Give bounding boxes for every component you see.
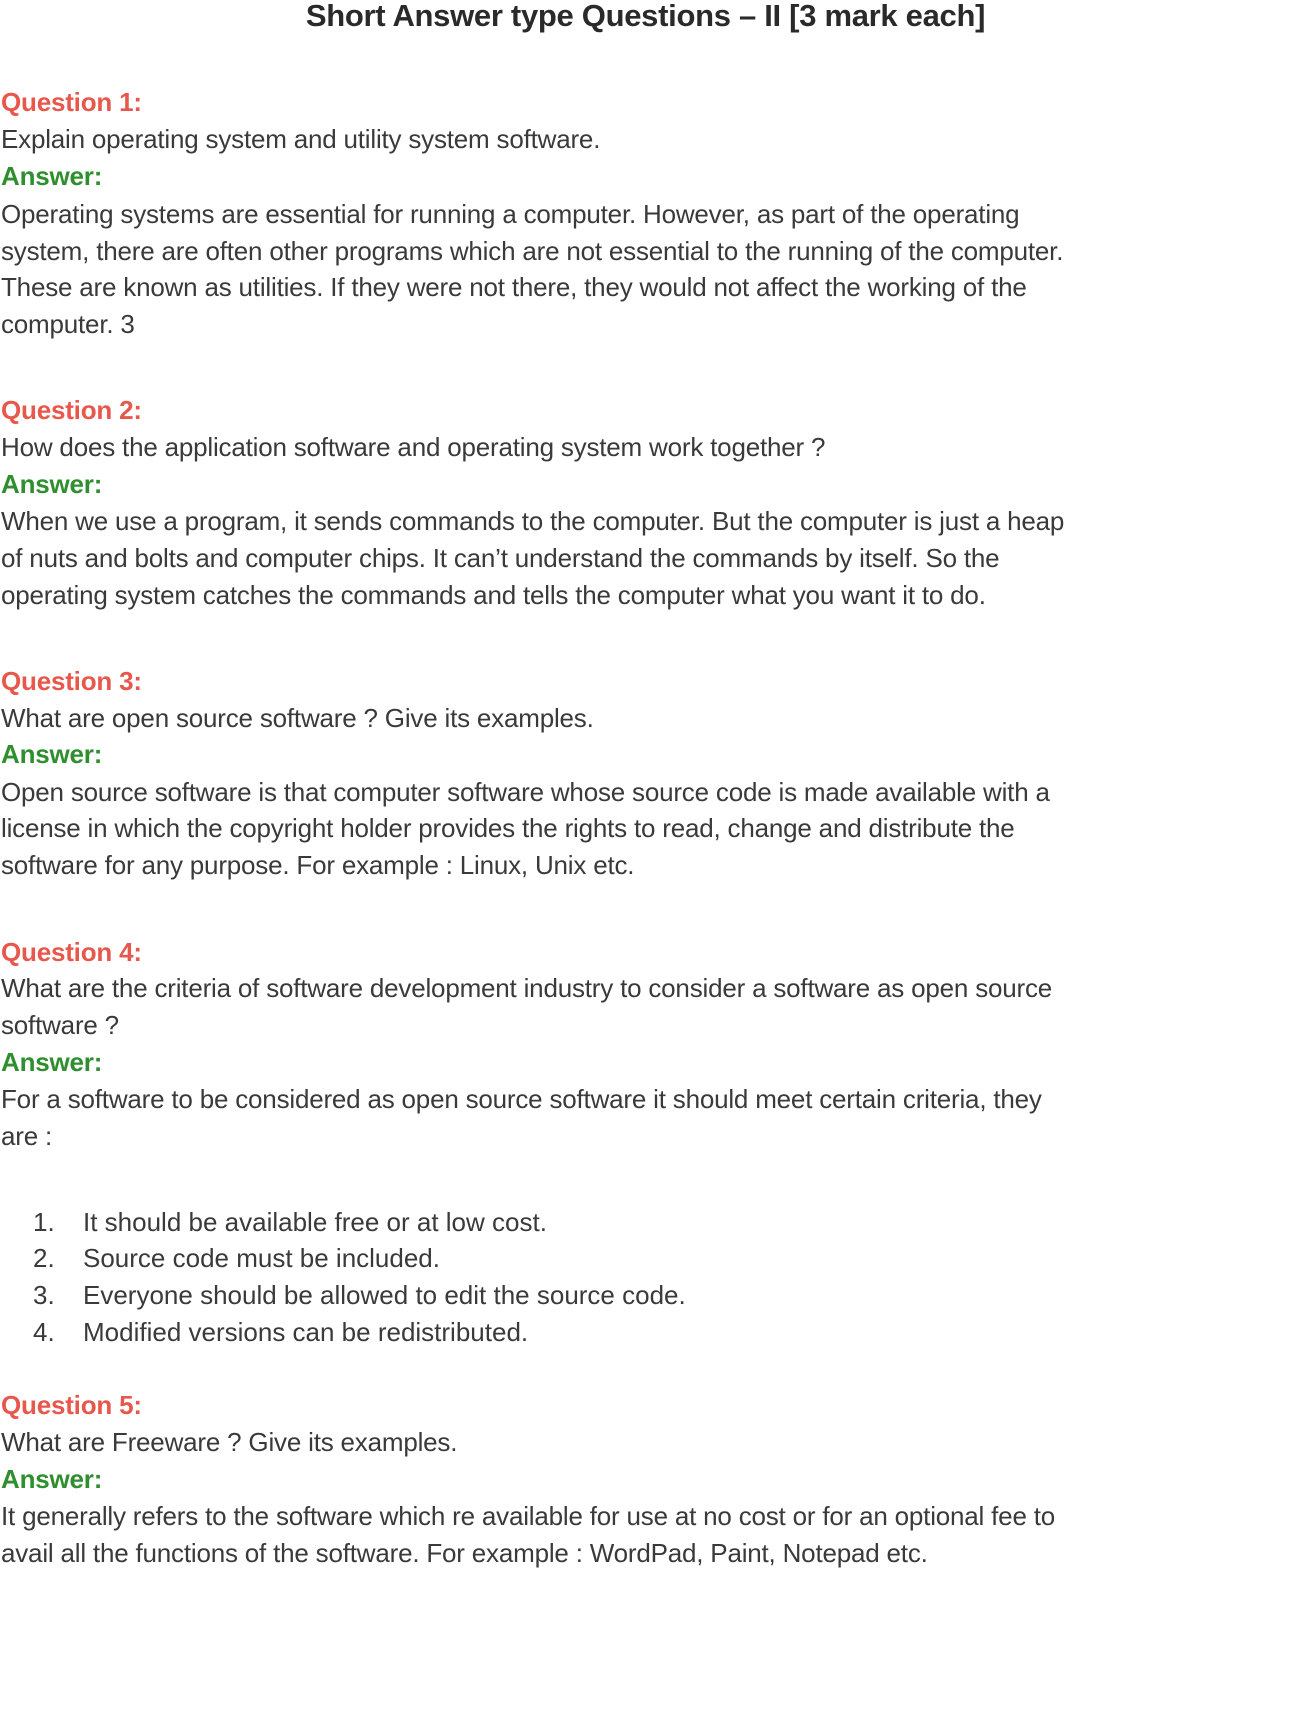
answer-2-line: operating system catches the commands and tells the computer what you want it to do. [1, 580, 986, 610]
question-2-text: How does the application software and operating system work together ? [1, 432, 826, 462]
list-text: Source code must be included. [83, 1243, 440, 1273]
question-3-label: Question 3: [1, 666, 142, 696]
answer-5-line: It generally refers to the software which re available for use at no cost or for an optional fee to [1, 1501, 1056, 1531]
answer-3-label: Answer: [1, 739, 103, 769]
question-4-text: software ? [1, 1010, 119, 1040]
answer-2-line: When we use a program, it sends commands to the computer. But the computer is just a heap [1, 506, 1065, 536]
answer-4-line: For a software to be considered as open source software it should meet certain criteria, they [1, 1084, 1042, 1114]
criteria-list-item [33, 1312, 528, 1352]
question-2-label: Question 2: [1, 395, 142, 425]
question-5-label: Question 5: [1, 1390, 142, 1420]
answer-1-line: Operating systems are essential for running a computer. However, as part of the operating [1, 199, 1020, 229]
answer-1-label: Answer: [1, 161, 103, 191]
answer-3-line: license in which the copyright holder provides the rights to read, change and distribute the [1, 813, 1015, 843]
list-number: 1. [33, 1207, 55, 1237]
answer-2-line: of nuts and bolts and computer chips. It can’t understand the commands by itself. So the [1, 543, 1000, 573]
answer-1-line: computer. 3 [1, 309, 135, 339]
question-3-text: What are open source software ? Give its examples. [1, 703, 594, 733]
answer-1-line: These are known as utilities. If they were not there, they would not affect the working of the [1, 272, 1027, 302]
criteria-list-item [33, 1238, 440, 1278]
list-number: 4. [33, 1317, 55, 1347]
question-4-label: Question 4: [1, 937, 142, 967]
list-text: Everyone should be allowed to edit the source code. [83, 1280, 686, 1310]
answer-1-line: system, there are often other programs which are not essential to the running of the computer. [1, 236, 1064, 266]
answer-2-label: Answer: [1, 469, 103, 499]
answer-3-line: Open source software is that computer software whose source code is made available with a [1, 777, 1050, 807]
answer-3-line: software for any purpose. For example : Linux, Unix etc. [1, 850, 635, 880]
list-number: 2. [33, 1243, 55, 1273]
question-4-text: What are the criteria of software development industry to consider a software as open source [1, 973, 1053, 1003]
answer-5-line: avail all the functions of the software. For example : WordPad, Paint, Notepad etc. [1, 1538, 928, 1568]
question-1-label: Question 1: [1, 87, 142, 117]
page-title: Short Answer type Questions – II [3 mark each] [305, 0, 986, 33]
answer-5-label: Answer: [1, 1464, 103, 1494]
list-text: Modified versions can be redistributed. [83, 1317, 529, 1347]
criteria-list-item [33, 1202, 547, 1242]
question-1-text: Explain operating system and utility system software. [1, 124, 601, 154]
answer-4-line: are : [1, 1121, 53, 1151]
list-text: It should be available free or at low cost. [83, 1207, 547, 1237]
answer-4-label: Answer: [1, 1047, 103, 1077]
list-number: 3. [33, 1280, 55, 1310]
criteria-list-item [33, 1275, 686, 1315]
question-5-text: What are Freeware ? Give its examples. [1, 1427, 458, 1457]
